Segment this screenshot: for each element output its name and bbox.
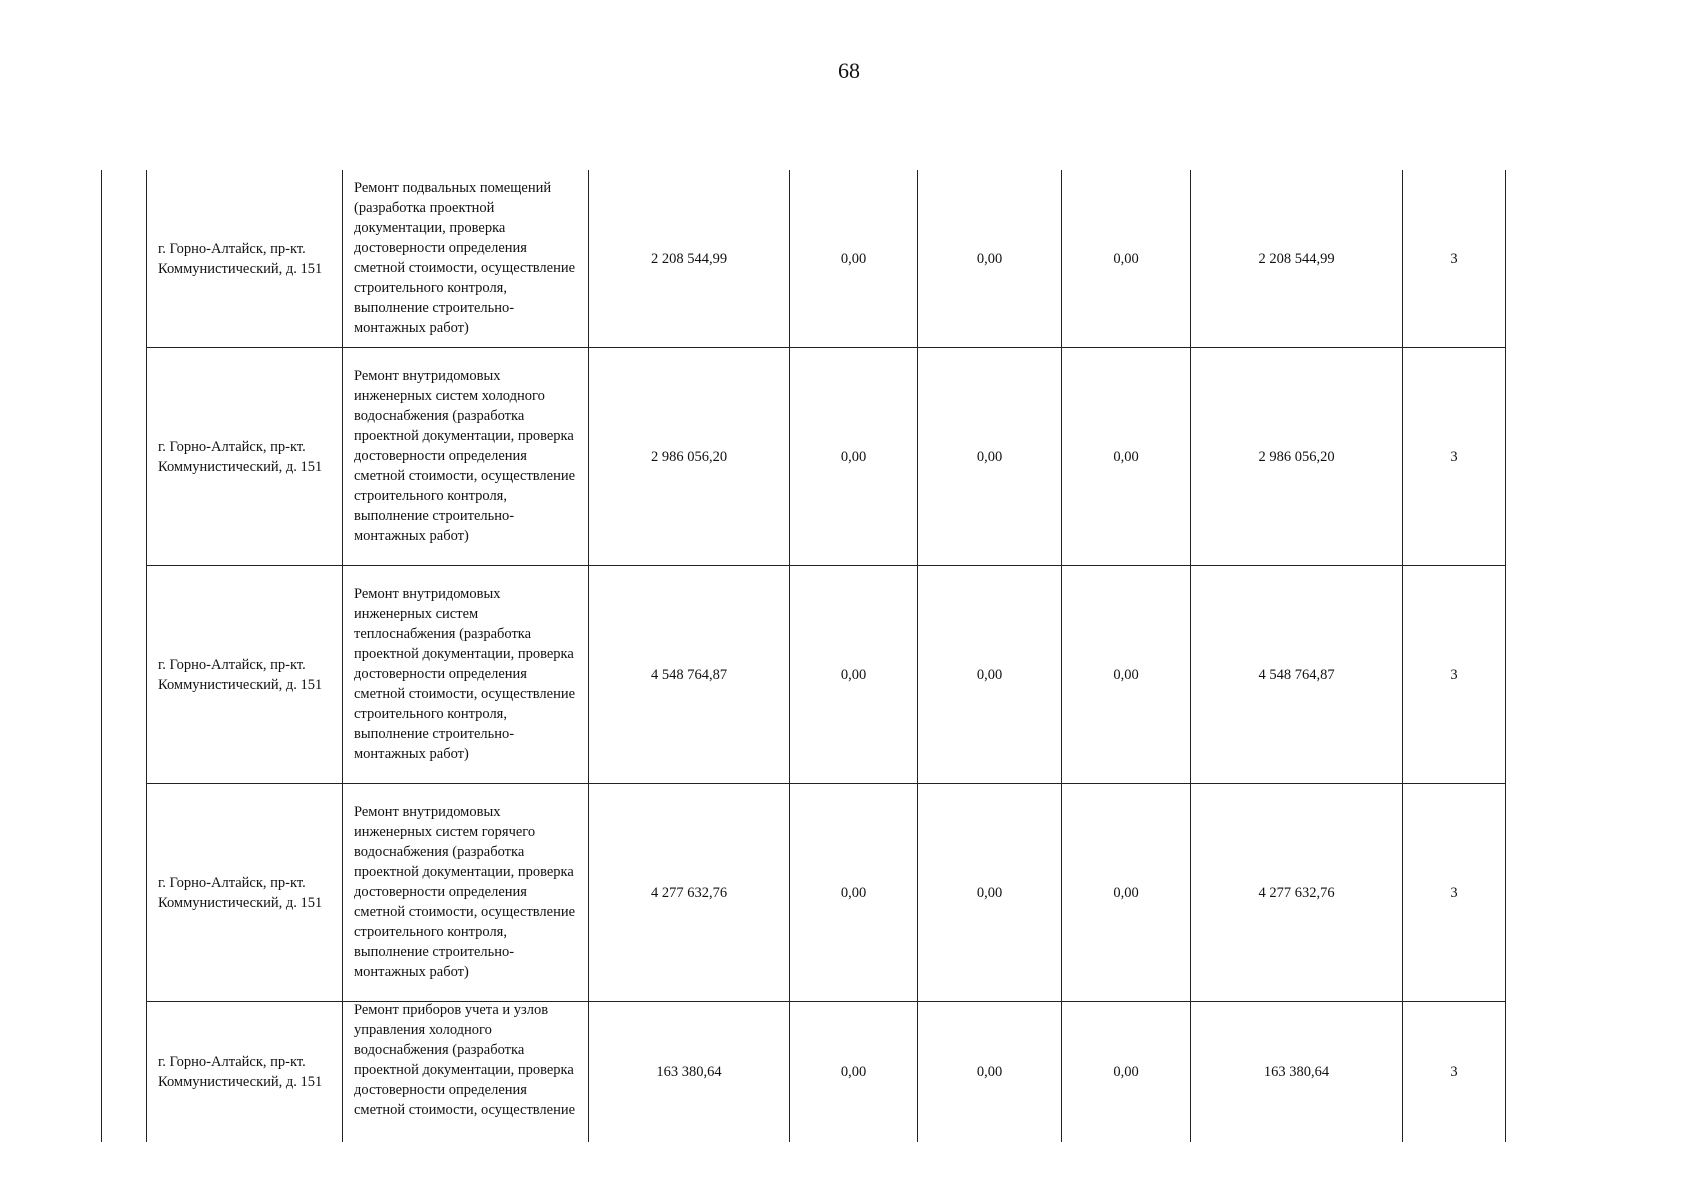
fund-cost-cell: 2 208 544,99 — [1191, 170, 1403, 348]
value-cell-2: 0,00 — [918, 784, 1062, 1002]
fund-cost-cell: 163 380,64 — [1191, 1002, 1403, 1143]
repair-table-container — [101, 170, 1645, 1142]
total-cost-cell: 2 986 056,20 — [589, 348, 790, 566]
value-cell-2: 0,00 — [918, 566, 1062, 784]
repair-table — [101, 170, 1645, 1142]
empty-cell — [1506, 348, 1646, 566]
value-cell-3: 0,00 — [1062, 348, 1191, 566]
value-cell-1: 0,00 — [790, 348, 918, 566]
work-type-cell — [343, 348, 589, 566]
total-cost-cell: 4 277 632,76 — [589, 784, 790, 1002]
value-cell-3: 0,00 — [1062, 566, 1191, 784]
empty-cell — [1506, 784, 1646, 1002]
address-cell: г. Горно-Алтайск, пр-кт. Коммунистический, д. 151 — [147, 348, 343, 566]
work-type-text: Ремонт приборов учета и узлов управления холодного водоснабжения (разработка проектной документации, проверка достоверности определения сметной стоимости, осуществление — [354, 1002, 576, 1118]
work-type-text: Ремонт внутридомовых инженерных систем теплоснабжения (разработка проектной документации, проверка достоверности определения сметной стоимости, осуществление строительного контроля, выполнение строительно-монтажных работ) — [354, 585, 576, 762]
address-cell: г. Горно-Алтайск, пр-кт. Коммунистический, д. 151 — [147, 784, 343, 1002]
total-cost-cell: 2 208 544,99 — [589, 170, 790, 348]
value-cell-3: 0,00 — [1062, 1002, 1191, 1143]
table-row — [102, 784, 1646, 1002]
row-index-cell — [102, 784, 147, 1002]
period-cell: 3 — [1403, 170, 1506, 348]
row-index-cell — [102, 566, 147, 784]
value-cell-1: 0,00 — [790, 566, 918, 784]
value-cell-1: 0,00 — [790, 170, 918, 348]
value-cell-3: 0,00 — [1062, 170, 1191, 348]
work-type-cell — [343, 566, 589, 784]
empty-cell — [1506, 566, 1646, 784]
value-cell-2: 0,00 — [918, 348, 1062, 566]
work-type-cell — [343, 1002, 589, 1143]
work-type-cell — [343, 170, 589, 348]
row-index-cell — [102, 1002, 147, 1143]
value-cell-3: 0,00 — [1062, 784, 1191, 1002]
fund-cost-cell: 2 986 056,20 — [1191, 348, 1403, 566]
page-number: 68 — [838, 58, 860, 83]
work-type-text: Ремонт подвальных помещений (разработка проектной документации, проверка достоверности определения сметной стоимости, осуществление строительного контроля, выполнение строительно-монтажных работ) — [354, 179, 576, 336]
work-type-text: Ремонт внутридомовых инженерных систем горячего водоснабжения (разработка проектной документации, проверка достоверности определения сметной стоимости, осуществление строительного контроля, выполнение строительно-монтажных работ) — [354, 803, 576, 980]
fund-cost-cell: 4 548 764,87 — [1191, 566, 1403, 784]
table-row — [102, 566, 1646, 784]
value-cell-2: 0,00 — [918, 1002, 1062, 1143]
row-index-cell — [102, 170, 147, 348]
total-cost-cell: 163 380,64 — [589, 1002, 790, 1143]
address-cell: г. Горно-Алтайск, пр-кт. Коммунистический, д. 151 — [147, 1002, 343, 1143]
work-type-text: Ремонт внутридомовых инженерных систем холодного водоснабжения (разработка проектной документации, проверка достоверности определения сметной стоимости, осуществление строительного контроля, выполнение строительно-монтажных работ) — [354, 367, 576, 544]
empty-cell — [1506, 170, 1646, 348]
empty-cell — [1506, 1002, 1646, 1143]
address-cell: г. Горно-Алтайск, пр-кт. Коммунистический, д. 151 — [147, 170, 343, 348]
address-cell: г. Горно-Алтайск, пр-кт. Коммунистический, д. 151 — [147, 566, 343, 784]
work-type-cell — [343, 784, 589, 1002]
period-cell: 3 — [1403, 784, 1506, 1002]
value-cell-1: 0,00 — [790, 784, 918, 1002]
period-cell: 3 — [1403, 566, 1506, 784]
table-row — [102, 170, 1646, 348]
row-index-cell — [102, 348, 147, 566]
period-cell: 3 — [1403, 348, 1506, 566]
fund-cost-cell: 4 277 632,76 — [1191, 784, 1403, 1002]
table-row — [102, 348, 1646, 566]
total-cost-cell: 4 548 764,87 — [589, 566, 790, 784]
period-cell: 3 — [1403, 1002, 1506, 1143]
value-cell-1: 0,00 — [790, 1002, 918, 1143]
table-row — [102, 1002, 1646, 1143]
value-cell-2: 0,00 — [918, 170, 1062, 348]
